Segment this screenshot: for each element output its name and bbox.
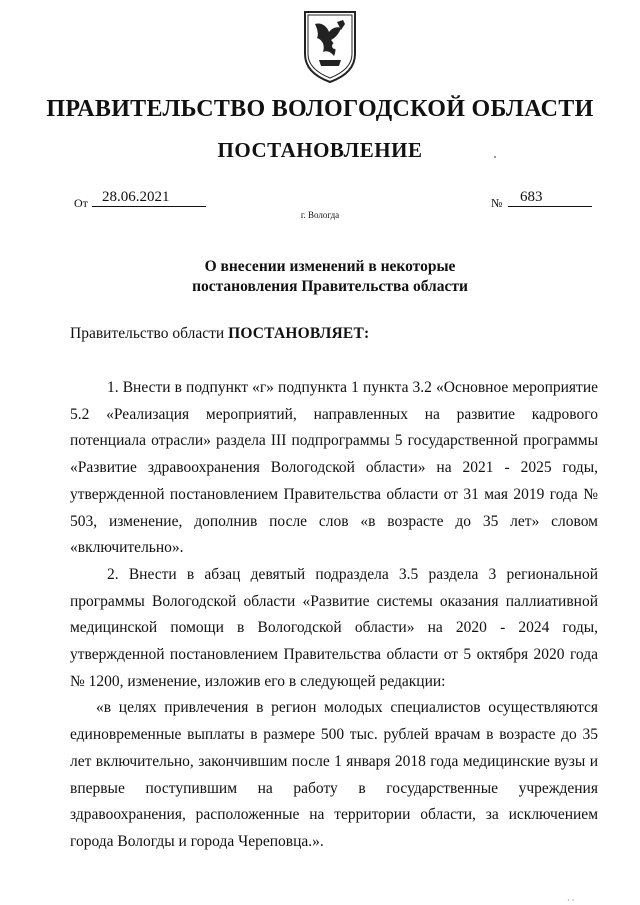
city-label: г. Вологда: [300, 210, 340, 220]
document-body: [70, 375, 598, 856]
document-subject: [140, 257, 520, 297]
paragraph-item-1: 1. Внести в подпункт «г» подпункта 1 пункта 3.2 «Основное мероприятие 5.2 «Реализация мероприятий, направленных на развитие кадрового потенциала отрасли» раздела III подпрограммы 5 государственной программы «Развитие здравоохранения Вологодской области» на 2021 - 2025 годы, утвержденной постановлением Правительства области от 31 мая 2019 года № 503, изменение, дополнив после слов «в возрасте до 35 лет» словом «включительно».: [70, 379, 598, 557]
subject-line-1: О внесении изменений в некоторые: [204, 258, 456, 275]
document-type: ПОСТАНОВЛЕНИЕ: [217, 138, 423, 162]
preamble: [70, 325, 369, 343]
paragraph-quote: «в целях привлечения в регион молодых специалистов осуществляются единовременные выплаты в размере 500 тыс. рублей врачам в возрасте до 35 лет включительно, закончившим после 1 января 2018 года медицинские вузы и впервые поступившим на работу в государственные учреждения здравоохранения, расположенные на территории области, за исключением города Вологды и города Череповца.».: [70, 699, 598, 850]
paragraph-item-2: 2. Внести в абзац девятый подраздела 3.5 раздела 3 региональной программы Вологодской области «Развитие системы оказания паллиативной медицинской помощи в Вологодской области» на 2020 - 2024 годы, утвержденной постановлением Правительства области от 5 октября 2020 года № 1200, изменение, изложив его в следующей редакции:: [70, 565, 598, 690]
page-mark: · ·: [567, 896, 575, 905]
coat-of-arms-icon: [301, 8, 359, 84]
number-prefix: №: [491, 196, 503, 210]
preamble-emphasis: ПОСТАНОВЛЯЕТ:: [228, 325, 370, 342]
document-date: 28.06.2021: [92, 189, 206, 207]
scan-speck: [494, 156, 496, 158]
subject-line-2: постановления Правительства области: [192, 278, 468, 295]
document-number: 683: [508, 189, 592, 207]
date-prefix: От: [74, 196, 88, 210]
government-title: ПРАВИТЕЛЬСТВО ВОЛОГОДСКОЙ ОБЛАСТИ: [46, 96, 594, 122]
preamble-text: Правительство области: [70, 325, 225, 342]
